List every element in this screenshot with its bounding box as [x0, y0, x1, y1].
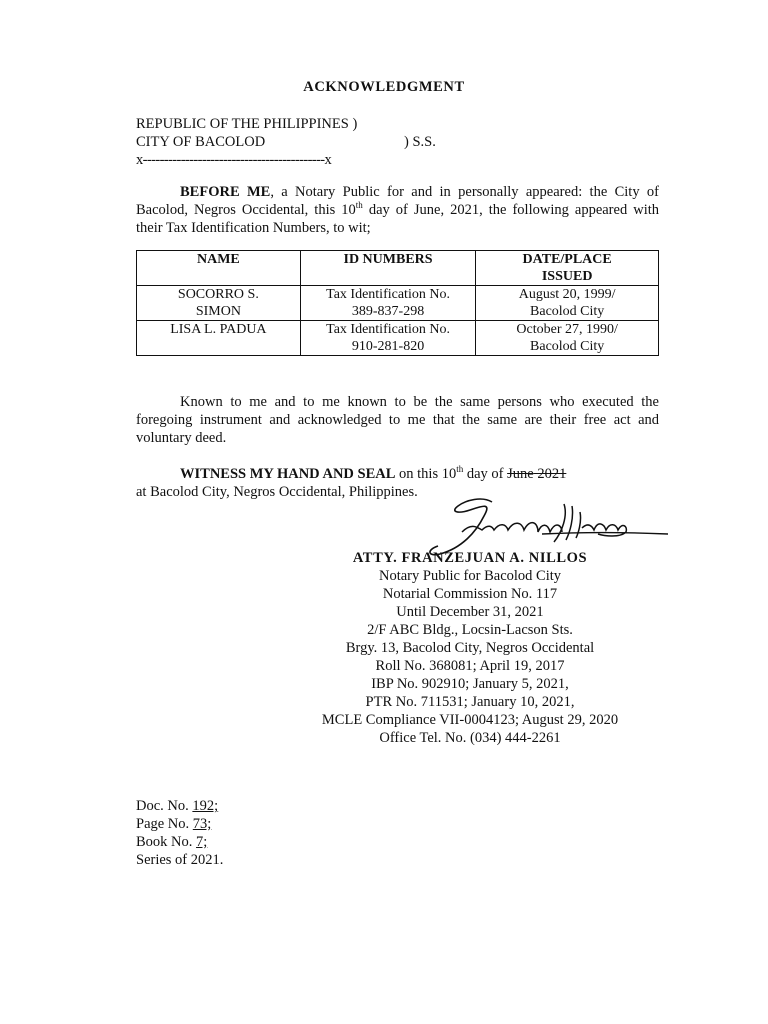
witness-month: June: [507, 466, 534, 482]
page-number: [136, 815, 211, 833]
row-place: Bacolod City: [530, 304, 605, 319]
page-label: Page No.: [136, 816, 193, 832]
intro-bold: BEFORE ME: [180, 184, 271, 200]
document-title: ACKNOWLEDGMENT: [303, 79, 465, 95]
cell-name: [137, 321, 301, 356]
notary-line: MCLE Compliance VII-0004123; August 29, 2020: [321, 712, 619, 728]
id-table: [136, 250, 659, 356]
notary-line: PTR No. 711531; January 10, 2021,: [365, 694, 575, 710]
cell-date-place: [476, 286, 659, 321]
venue-republic: REPUBLIC OF THE PHILIPPINES ): [136, 116, 358, 132]
intro-text-b: day of June, 2021, the following appeared with their Tax Identification Numbers, to wit;: [136, 202, 659, 236]
notary-block: [280, 549, 660, 747]
witness-year: 2021: [533, 466, 567, 482]
notary-name: ATTY. FRANZEJUAN A. NILLOS: [352, 550, 588, 566]
notary-line: Notarial Commission No. 117: [382, 586, 558, 602]
witness-place: at Bacolod City, Negros Occidental, Philippines.: [136, 484, 418, 500]
row-date: October 27, 1990/: [516, 322, 618, 337]
witness-sup: th: [456, 464, 464, 475]
venue-city: [136, 133, 436, 151]
cell-name: [137, 286, 301, 321]
notary-line: Roll No. 368081; April 19, 2017: [375, 658, 565, 674]
row-name: LISA L. PADUA: [170, 322, 267, 337]
row-id-number: 389-837-298: [351, 304, 425, 319]
row-id-type: Tax Identification No.: [326, 322, 450, 337]
cell-id: [300, 321, 476, 356]
notary-line: Office Tel. No. (034) 444-2261: [379, 730, 561, 746]
header-name: NAME: [137, 251, 301, 286]
witness-bold: WITNESS MY HAND AND SEAL: [180, 466, 396, 482]
cell-id: [300, 286, 476, 321]
cell-date-place: [476, 321, 659, 356]
notary-line: Brgy. 13, Bacolod City, Negros Occidental: [345, 640, 595, 656]
notary-line: IBP No. 902910; January 5, 2021,: [371, 676, 569, 692]
row-name: SOCORRO S. SIMON: [177, 287, 259, 319]
table-row: [137, 286, 659, 321]
header-date-place-text: DATE/PLACE ISSUED: [522, 252, 612, 284]
table-row: [137, 321, 659, 356]
known-text: Known to me and to me known to be the same persons who executed the foregoing instrument and acknowledged to me that the same are their free act and voluntary deed.: [136, 394, 659, 446]
page-value: 73;: [192, 816, 212, 832]
series: Series of 2021.: [136, 852, 224, 868]
row-date: August 20, 1999/: [518, 287, 616, 302]
notary-line: Until December 31, 2021: [396, 604, 544, 620]
doc-value: 192;: [192, 798, 219, 814]
notary-line: 2/F ABC Bldg., Locsin-Lacson Sts.: [367, 622, 573, 638]
row-id-number: 910-281-820: [351, 339, 425, 354]
venue-separator: x-------------------------------------------x: [136, 152, 332, 168]
intro-text-a: , a Notary Public for and in personally appeared: the City of Bacolod, Negros Occidental, this 10: [136, 184, 659, 218]
venue-city-name: CITY OF BACOLOD: [136, 134, 266, 150]
book-value: 7;: [196, 834, 208, 850]
header-id-numbers: ID NUMBERS: [300, 251, 476, 286]
table-header-row: [137, 251, 659, 286]
header-date-place: [476, 251, 659, 286]
witness-text-a: on this 10: [395, 466, 457, 482]
doc-label: Doc. No.: [136, 798, 193, 814]
row-id-type: Tax Identification No.: [326, 287, 450, 302]
intro-paragraph: [136, 183, 659, 237]
doc-number: [136, 797, 218, 815]
known-paragraph: [136, 393, 659, 447]
witness-text-b: day of: [463, 466, 508, 482]
venue-ss: ) S.S.: [404, 134, 436, 150]
row-place: Bacolod City: [530, 339, 605, 354]
intro-sup: th: [355, 200, 363, 211]
book-label: Book No.: [136, 834, 197, 850]
book-number: [136, 833, 207, 851]
notary-line: Notary Public for Bacolod City: [378, 568, 562, 584]
